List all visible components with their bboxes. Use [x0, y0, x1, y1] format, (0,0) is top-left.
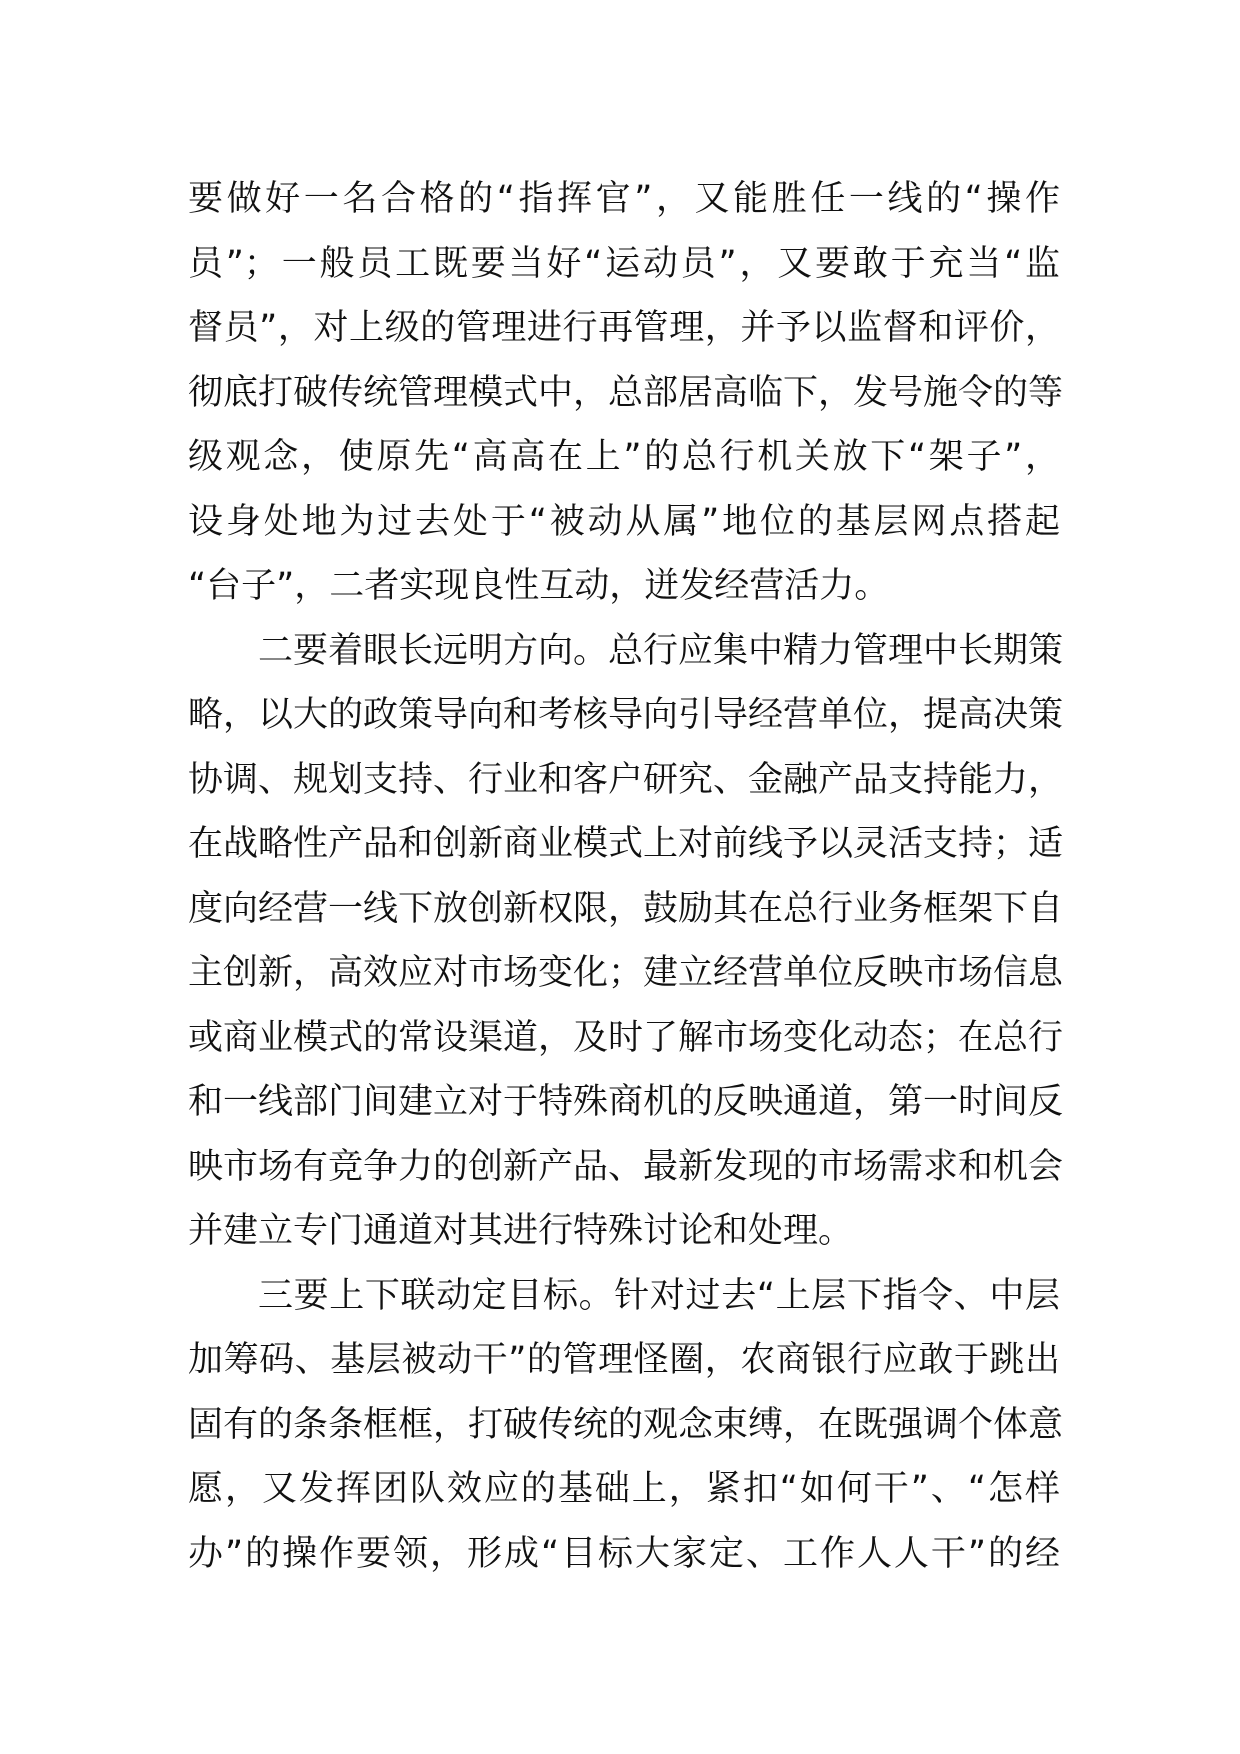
text-line: 并建立专门通道对其进行特殊讨论和处理。: [188, 1211, 854, 1251]
text-line: 和一线部门间建立对于特殊商机的反映通道，第一时间反: [188, 1082, 1064, 1122]
text-line: 级观念，使原先“高高在上”的总行机关放下“架子”，: [188, 437, 1060, 477]
text-line: 映市场有竞争力的创新产品、最新发现的市场需求和机会: [188, 1146, 1064, 1187]
text-line: 办”的操作要领，形成“目标大家定、工作人人干”的经: [188, 1533, 1060, 1574]
text-line: 设身处地为过去处于“被动从属”地位的基层网点搭起: [188, 501, 1060, 542]
text-line: 督员”，对上级的管理进行再管理，并予以监督和评价，: [188, 308, 1060, 348]
text-line: 加筹码、基层被动干”的管理怪圈，农商银行应敢于跳出: [188, 1340, 1060, 1380]
text-line: 固有的条条框框，打破传统的观念束缚，在既强调个体意: [188, 1404, 1064, 1445]
text-line: 度向经营一线下放创新权限，鼓励其在总行业务框架下自: [188, 888, 1064, 929]
paragraph-first-line: 三要上下联动定目标。针对过去“上层下指令、中层: [258, 1275, 1060, 1316]
text-line: 协调、规划支持、行业和客户研究、金融产品支持能力，: [188, 759, 1064, 800]
paragraph-first-line: 二要着眼长远明方向。总行应集中精力管理中长期策: [258, 630, 1064, 671]
text-line: 在战略性产品和创新商业模式上对前线予以灵活支持；适: [188, 824, 1064, 864]
text-line: 或商业模式的常设渠道，及时了解市场变化动态；在总行: [188, 1017, 1064, 1058]
text-line: 要做好一名合格的“指挥官”，又能胜任一线的“操作: [188, 179, 1060, 219]
text-line: 员”；一般员工既要当好“运动员”，又要敢于充当“监: [188, 243, 1060, 284]
text-line: “台子”，二者实现良性互动，迸发经营活力。: [188, 566, 890, 606]
text-line: 彻底打破传统管理模式中，总部居高临下，发号施令的等: [188, 372, 1064, 413]
body-text: [188, 167, 1064, 1586]
text-line: 愿，又发挥团队效应的基础上，紧扣“如何干”、“怎样: [188, 1469, 1060, 1509]
text-line: 主创新，高效应对市场变化；建立经营单位反映市场信息: [188, 953, 1064, 993]
text-line: 略，以大的政策导向和考核导向引导经营单位，提高决策: [188, 695, 1064, 735]
